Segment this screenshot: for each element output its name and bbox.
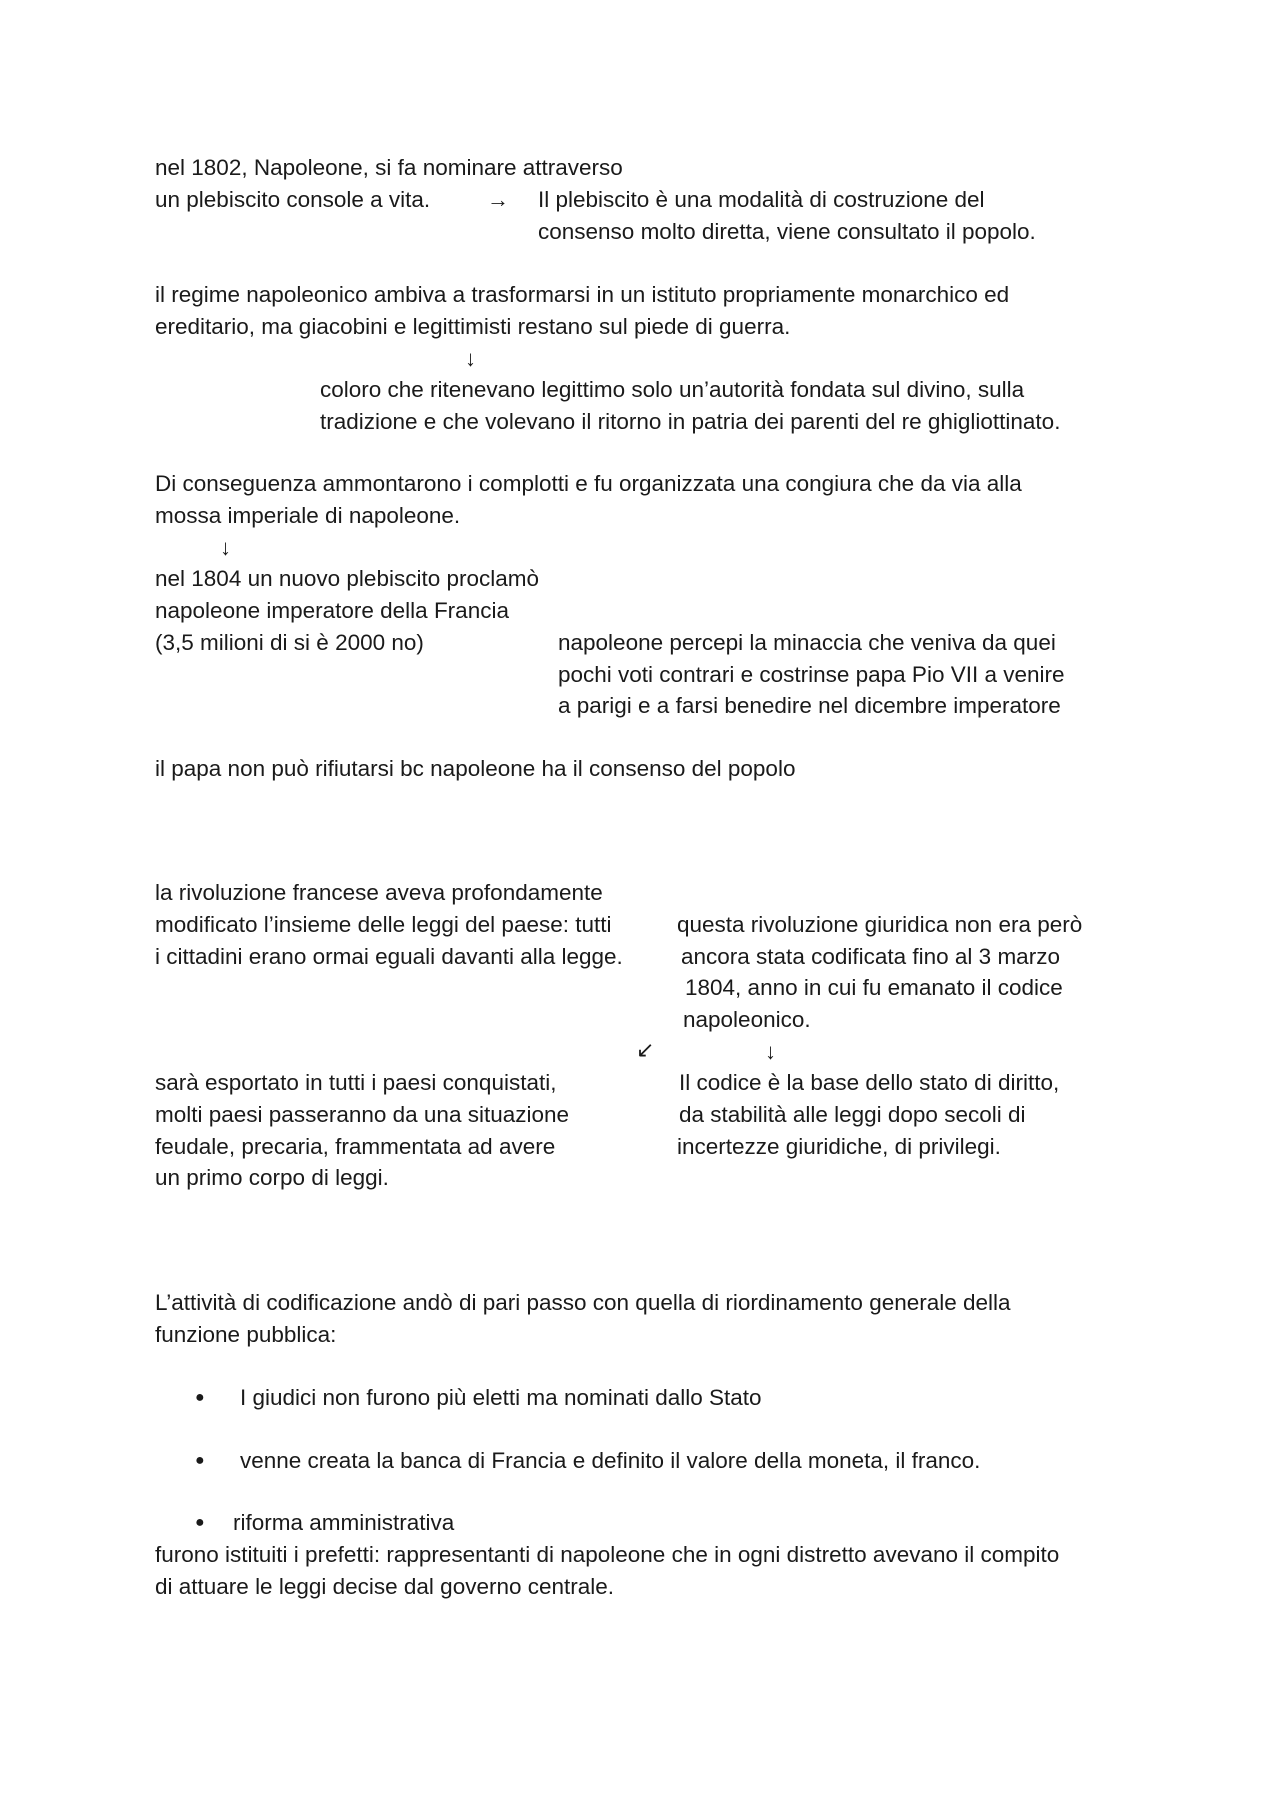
text-line: il regime napoleonico ambiva a trasformarsi in un istituto propriamente monarchico ed [155,282,1010,307]
text-line: funzione pubblica: [155,1322,337,1347]
text-line: nel 1802, Napoleone, si fa nominare attraverso [155,155,623,180]
list-item: riforma amministrativa [233,1510,455,1535]
note-line: da stabilità alle leggi dopo secoli di [679,1102,1026,1127]
down-arrow-icon: ↓ [465,346,476,371]
diagonal-arrow-icon: ↙ [636,1037,655,1062]
note-line: napoleonico. [683,1007,811,1032]
text-line: furono istituiti i prefetti: rappresentanti di napoleone che in ogni distretto avevano il compito [155,1542,1060,1567]
bullet-icon: ● [195,1452,205,1469]
text-line: Di conseguenza ammontarono i complotti e fu organizzata una congiura che da via alla [155,471,1022,496]
text-line: feudale, precaria, frammentata ad avere [155,1134,556,1159]
note-line: incertezze giuridiche, di privilegi. [677,1134,1001,1159]
note-line: Il plebiscito è una modalità di costruzione del [538,187,985,212]
bullet-icon: ● [195,1514,205,1531]
text-line: (3,5 milioni di si è 2000 no) [155,630,424,655]
note-line: 1804, anno in cui fu emanato il codice [685,975,1063,1000]
note-line: questa rivoluzione giuridica non era però [677,912,1083,937]
text-line: molti paesi passeranno da una situazione [155,1102,570,1127]
right-arrow-icon: → [487,187,509,212]
note-line: tradizione e che volevano il ritorno in patria dei parenti del re ghigliottinato. [320,409,1061,434]
list-item: I giudici non furono più eletti ma nominati dallo Stato [240,1385,762,1410]
text-line: un plebiscito console a vita. [155,187,431,212]
text-line: modificato l’insieme delle leggi del paese: tutti [155,912,612,937]
text-line: sarà esportato in tutti i paesi conquistati, [155,1070,557,1095]
text-line: mossa imperiale di napoleone. [155,503,461,528]
text-line: napoleone imperatore della Francia [155,598,509,623]
bullet-icon: ● [195,1389,205,1406]
note-line: a parigi e a farsi benedire nel dicembre imperatore [558,693,1061,718]
note-line: Il codice è la base dello stato di diritto, [679,1070,1060,1095]
note-line: napoleone percepi la minaccia che veniva da quei [558,630,1056,655]
text-line: nel 1804 un nuovo plebiscito proclamò [155,566,540,591]
note-line: ancora stata codificata fino al 3 marzo [681,944,1060,969]
down-arrow-icon: ↓ [765,1039,776,1064]
list-item: venne creata la banca di Francia e definito il valore della moneta, il franco. [240,1448,981,1473]
text-line: il papa non può rifiutarsi bc napoleone ha il consenso del popolo [155,756,796,781]
text-line: i cittadini erano ormai eguali davanti alla legge. [155,944,623,969]
text-line: un primo corpo di leggi. [155,1165,389,1190]
text-line: L’attività di codificazione andò di pari passo con quella di riordinamento generale della [155,1290,1011,1315]
text-line: la rivoluzione francese aveva profondamente [155,880,603,905]
note-line: consenso molto diretta, viene consultato il popolo. [538,219,1036,244]
text-line: di attuare le leggi decise dal governo centrale. [155,1574,615,1599]
note-line: pochi voti contrari e costrinse papa Pio VII a venire [558,662,1065,687]
text-line: ereditario, ma giacobini e legittimisti restano sul piede di guerra. [155,314,791,339]
note-line: coloro che ritenevano legittimo solo un’autorità fondata sul divino, sulla [320,377,1025,402]
down-arrow-icon: ↓ [220,535,231,560]
